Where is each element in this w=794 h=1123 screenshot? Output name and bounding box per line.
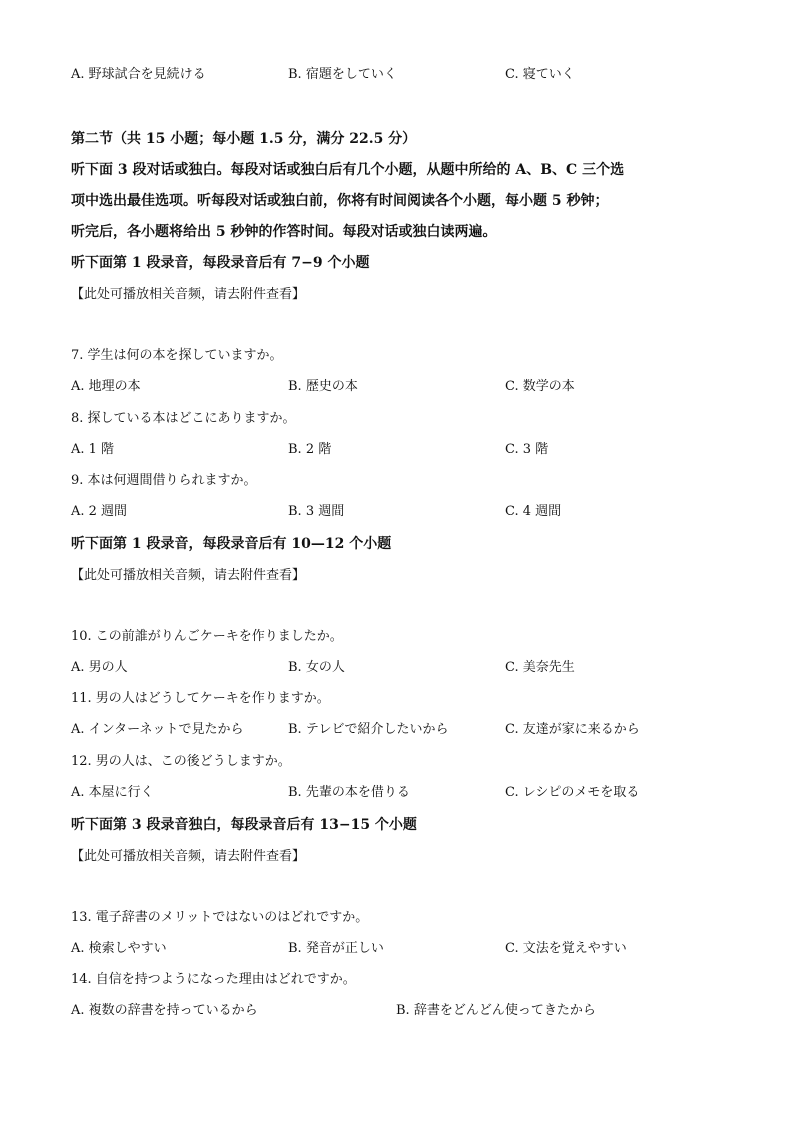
q12-stem: 12. 男の人は、この後どうしますか。 xyxy=(71,754,291,769)
q14-option-b[interactable]: B. 辞書をどんどん使ってきたから xyxy=(396,1003,596,1018)
q12-option-a[interactable]: A. 本屋に行く xyxy=(71,785,154,800)
q10-option-b[interactable]: B. 女の人 xyxy=(288,660,345,675)
part3-audio-note: 【此处可播放相关音频，请去附件查看】 xyxy=(71,849,306,864)
part1-audio-note: 【此处可播放相关音频，请去附件查看】 xyxy=(71,287,306,302)
q6-option-a[interactable]: A. 野球試合を見続ける xyxy=(71,67,206,82)
q10-stem: 10. この前誰がりんごケーキを作りましたか。 xyxy=(71,629,343,644)
q13-stem: 13. 電子辞書のメリットではないのはどれですか。 xyxy=(71,910,369,925)
q11-stem: 11. 男の人はどうしてケーキを作りますか。 xyxy=(71,691,330,706)
q9-options xyxy=(71,502,751,522)
q7-option-b[interactable]: B. 歴史の本 xyxy=(288,379,358,394)
q8-option-b[interactable]: B. 2 階 xyxy=(288,442,332,457)
q14-option-a[interactable]: A. 複数の辞書を持っているから xyxy=(71,1003,258,1018)
section2-heading: 第二节（共 15 小题；每小题 1.5 分，满分 22.5 分） xyxy=(71,131,417,147)
q12-options xyxy=(71,783,751,803)
q10-option-c[interactable]: C. 美奈先生 xyxy=(505,660,575,675)
q11-option-b[interactable]: B. テレビで紹介したいから xyxy=(288,722,449,737)
part2-title: 听下面第 1 段录音，每段录音后有 10—12 个小题 xyxy=(71,536,392,552)
q7-options xyxy=(71,377,751,397)
section2-instruction-1: 听下面 3 段对话或独白。每段对话或独白后有几个小题，从题中所给的 A、B、C 三个选 xyxy=(71,162,625,178)
q6-option-b[interactable]: B. 宿題をしていく xyxy=(288,67,397,82)
q10-options xyxy=(71,658,751,678)
q11-option-a[interactable]: A. インターネットで見たから xyxy=(71,722,244,737)
q12-option-b[interactable]: B. 先輩の本を借りる xyxy=(288,785,410,800)
q8-stem: 8. 探している本はどこにありますか。 xyxy=(71,411,296,426)
q14-options xyxy=(71,1001,751,1021)
q13-option-b[interactable]: B. 発音が正しい xyxy=(288,941,384,956)
q8-option-c[interactable]: C. 3 階 xyxy=(505,442,549,457)
q13-options xyxy=(71,939,751,959)
q12-option-c[interactable]: C. レシピのメモを取る xyxy=(505,785,640,800)
q9-stem: 9. 本は何週間借りられますか。 xyxy=(71,473,257,488)
q13-option-a[interactable]: A. 検索しやすい xyxy=(71,941,167,956)
q9-option-a[interactable]: A. 2 週間 xyxy=(71,504,128,519)
part3-title: 听下面第 3 段录音独白，每段录音后有 13−15 个小题 xyxy=(71,817,417,833)
part2-audio-note: 【此处可播放相关音频，请去附件查看】 xyxy=(71,568,306,583)
q14-stem: 14. 自信を持つようになった理由はどれですか。 xyxy=(71,972,356,987)
q9-option-b[interactable]: B. 3 週間 xyxy=(288,504,345,519)
q7-option-c[interactable]: C. 数学の本 xyxy=(505,379,575,394)
q6-option-c[interactable]: C. 寝ていく xyxy=(505,67,575,82)
section2-instruction-3: 听完后，各小题将给出 5 秒钟的作答时间。每段对话或独白读两遍。 xyxy=(71,224,497,240)
section2-instruction-2: 项中选出最佳选项。听每段对话或独白前，你将有时间阅读各个小题，每小题 5 秒钟； xyxy=(71,193,609,209)
q8-option-a[interactable]: A. 1 階 xyxy=(71,442,115,457)
q11-option-c[interactable]: C. 友達が家に来るから xyxy=(505,722,640,737)
q11-options xyxy=(71,720,751,740)
q6-options xyxy=(71,65,751,85)
q13-option-c[interactable]: C. 文法を覚えやすい xyxy=(505,941,627,956)
part1-title: 听下面第 1 段录音，每段录音后有 7−9 个小题 xyxy=(71,255,370,271)
q8-options xyxy=(71,440,751,460)
q7-stem: 7. 学生は何の本を探していますか。 xyxy=(71,348,283,363)
q9-option-c[interactable]: C. 4 週間 xyxy=(505,504,562,519)
q7-option-a[interactable]: A. 地理の本 xyxy=(71,379,141,394)
q10-option-a[interactable]: A. 男の人 xyxy=(71,660,128,675)
